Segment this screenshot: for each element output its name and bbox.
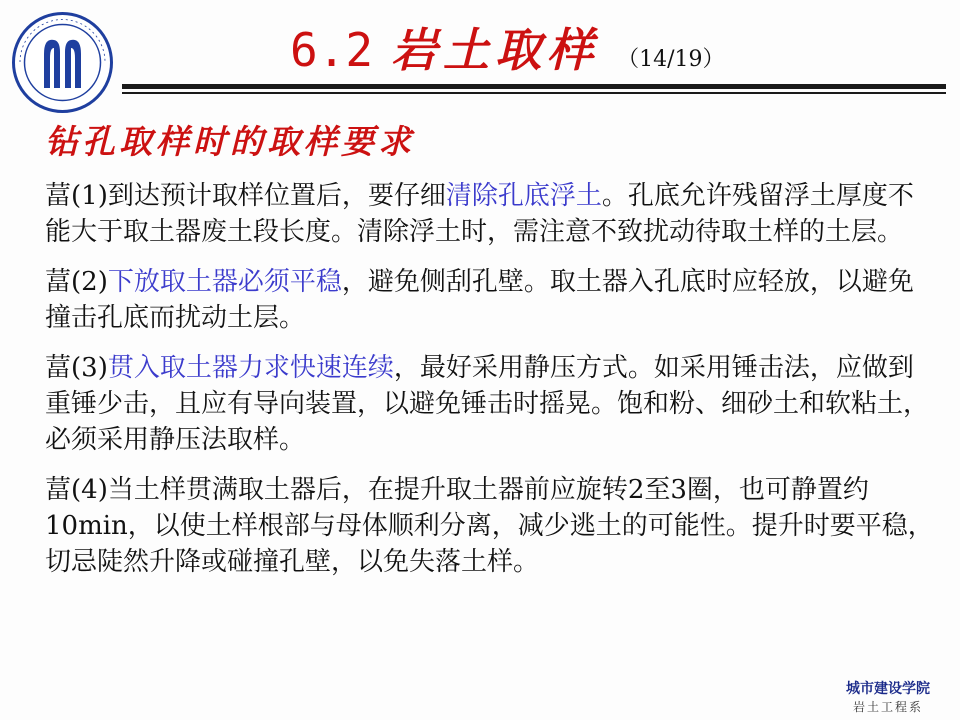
bullet-glyph: 葍 — [45, 267, 72, 297]
footer-department: 岩土工程系 — [852, 700, 923, 714]
header-rule-thin — [122, 92, 946, 94]
paragraph-text: (4)当土样贯满取土器后，在提升取土器前应旋转2至3圈，也可静置约10min，以使土样根部与母体顺利分离，减少逃土的可能性。提升时要平稳，切忌陡然升降或碰撞孔壁，以免失落土样。 — [45, 475, 934, 577]
footer-watermark — [846, 680, 930, 716]
paragraph-text: 。孔底允许残留浮土厚度不能大于取土器废土段长度。清除浮土时，需注意不致扰动待取土样的土层。 — [45, 181, 914, 247]
section-number: 6.2 — [290, 23, 374, 77]
header-rule-thick — [122, 84, 946, 89]
bullet-glyph: 葍 — [45, 181, 72, 211]
slide-body — [45, 178, 935, 594]
section-subtitle: 钻孔取样时的取样要求 — [45, 122, 415, 161]
paragraph-text: (3) — [71, 353, 108, 383]
slide-title: 岩土取样 — [391, 23, 600, 77]
paragraph-3 — [45, 350, 935, 458]
paragraph-text: ，最好采用静压方式。如采用锤击法，应做到重锤少击，且应有导向装置，以避免锤击时摇晃。饱和粉、细砂土和软粘土，必须采用静压法取样。 — [45, 353, 930, 455]
page-indicator: （14/19） — [617, 47, 725, 72]
slide-header — [290, 14, 725, 86]
paragraph-4 — [45, 472, 935, 580]
paragraph-text: (1)到达预计取样位置后，要仔细 — [71, 181, 446, 211]
paragraph-1 — [45, 178, 935, 250]
bullet-glyph: 葍 — [45, 353, 72, 383]
university-logo — [10, 10, 115, 115]
footer-school: 城市建设学院 — [846, 681, 930, 697]
paragraph-text: (2) — [71, 267, 108, 297]
highlight-text: 贯入取土器力求快速连续 — [107, 353, 394, 383]
highlight-text: 清除孔底浮土 — [445, 181, 602, 211]
paragraph-text: ，避免侧刮孔壁。取土器入孔底时应轻放，以避免撞击孔底而扰动土层。 — [45, 267, 914, 333]
paragraph-2 — [45, 264, 935, 336]
bullet-glyph: 葍 — [45, 475, 72, 505]
highlight-text: 下放取土器必须平稳 — [107, 267, 342, 297]
